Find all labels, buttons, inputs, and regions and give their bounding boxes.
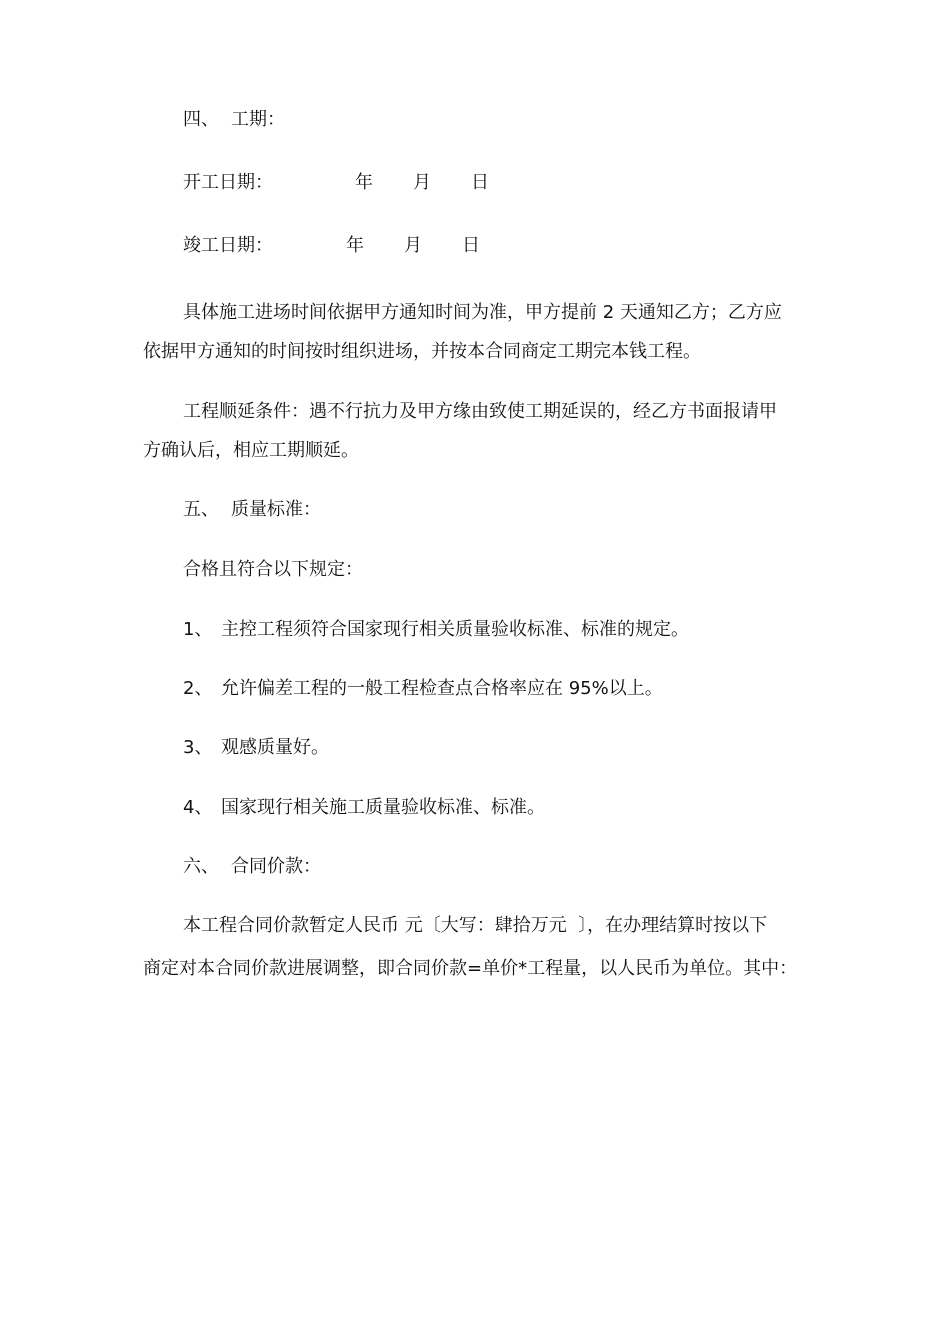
list-item-number: 4、 [183, 797, 213, 818]
start-date-label: 开工日期： [183, 172, 273, 193]
section-5-title: 质量标准： [231, 499, 321, 520]
start-date-month: 月 [413, 172, 431, 193]
start-date-year: 年 [355, 172, 373, 193]
list-item-number: 1、 [183, 619, 213, 640]
start-date-day: 日 [471, 172, 489, 193]
list-item-number: 2、 [183, 678, 213, 699]
section-5-number: 五、 [183, 499, 219, 520]
section-4-number: 四、 [183, 109, 219, 130]
schedule-line-2: 依据甲方通知的时间按时组织进场，并按本合同商定工期完本钱工程。 [143, 341, 701, 362]
price-line-2: 商定对本合同价款进展调整，即合同价款=单价*工程量，以人民币为单位。其中： [143, 958, 798, 979]
list-item-text: 观感质量好。 [221, 737, 329, 758]
end-date-year: 年 [346, 235, 364, 256]
schedule-line-1: 具体施工进场时间依据甲方通知时间为准，甲方提前 2 天通知乙方；乙方应 [183, 302, 782, 323]
section-6-number: 六、 [183, 856, 219, 877]
price-line-1: 本工程合同价款暂定人民币 元〔大写：肆拾万元 〕，在办理结算时按以下 [183, 915, 768, 936]
end-date-day: 日 [462, 235, 480, 256]
list-item-text: 允许偏差工程的一般工程检查点合格率应在 95%以上。 [221, 678, 663, 699]
delay-line-1: 工程顺延条件：遇不行抗力及甲方缘由致使工期延误的，经乙方书面报请甲 [183, 401, 777, 422]
list-item-number: 3、 [183, 737, 213, 758]
delay-line-2: 方确认后，相应工期顺延。 [143, 440, 359, 461]
list-item-text: 国家现行相关施工质量验收标准、标准。 [221, 797, 545, 818]
quality-intro: 合格且符合以下规定： [183, 559, 363, 580]
list-item-text: 主控工程须符合国家现行相关质量验收标准、标准的规定。 [221, 619, 689, 640]
end-date-month: 月 [404, 235, 422, 256]
section-6-title: 合同价款： [231, 856, 321, 877]
section-4-title: 工期： [231, 109, 285, 130]
end-date-label: 竣工日期： [183, 235, 273, 256]
